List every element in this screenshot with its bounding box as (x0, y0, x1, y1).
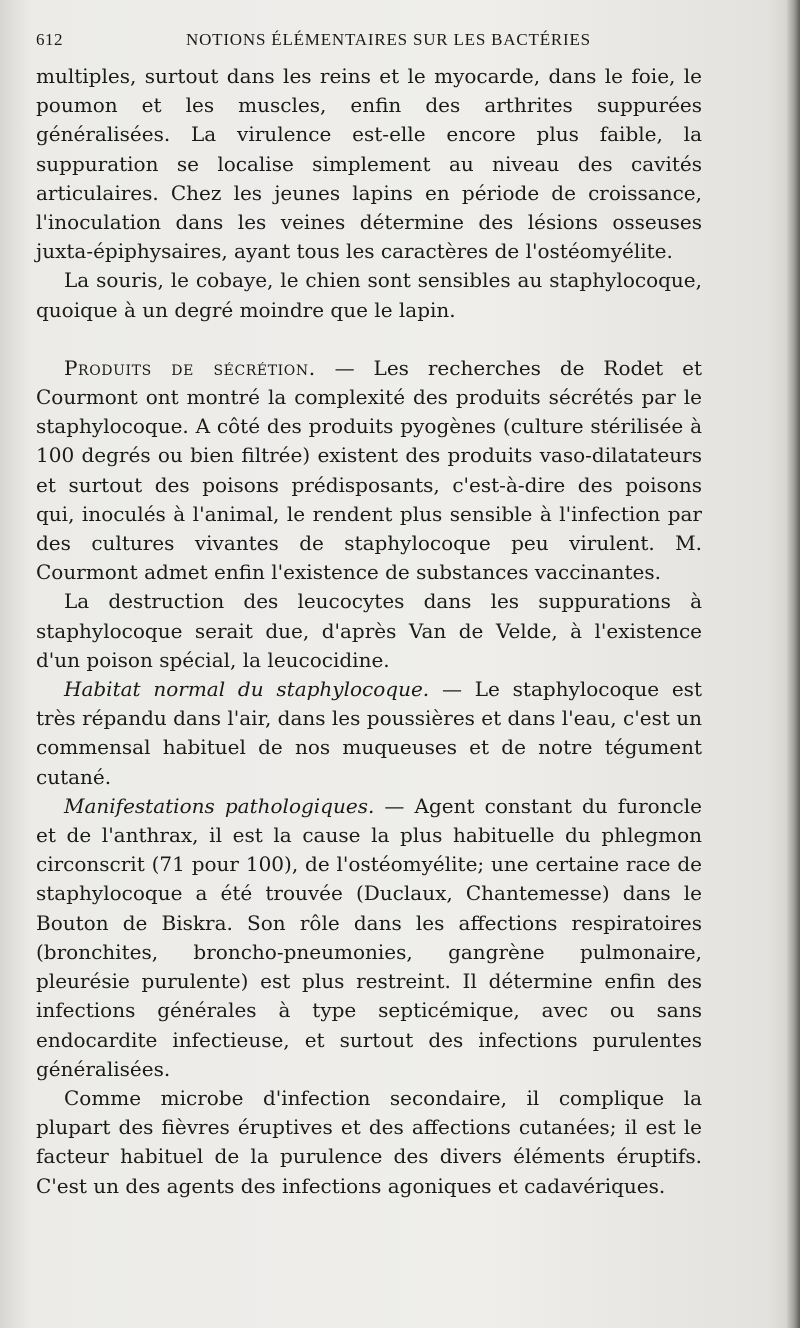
paragraph-habitat (36, 675, 702, 792)
page-edge-shadow (786, 0, 800, 1328)
paragraph-secretion-products (36, 354, 702, 588)
paragraph-manifestations (36, 792, 702, 1084)
paragraph-secondary-infection: Comme microbe d'infection secondaire, il complique la plupart des fièvres éruptives et des affections cutanées; il est le facteur habituel de la purulence des divers éléments éruptifs. C'est un des agents des infections agoniques et cadavériques. (36, 1085, 702, 1198)
paragraph-host-sensitivity: La souris, le cobaye, le chien sont sensibles au staphylocoque, quoique à un degré moindre que le lapin. (36, 268, 702, 322)
section-spacer (36, 325, 702, 354)
paragraph-continuation: multiples, surtout dans les reins et le myocarde, dans le foie, le poumon et les muscles, enfin des arthrites suppurées généralisées. La virulence est-elle encore plus faible, la suppuration se localise simplement au niveau des cavités articulaires. Chez les jeunes lapins en période de croissance, l'inoculation dans les veines détermine des lésions osseuses juxta-épiphysaires, ayant tous les caractères de l'ostéomyélite. (36, 64, 702, 264)
paragraph-text: — Les recherches de Rodet et Courmont ont montré la complexité des produits sécrétés par le staphylocoque. A côté des produits pyogènes (culture stérilisée à 100 degrés ou bien filtrée) existent des produits vaso-dilatateurs et surtout des poisons prédisposants, c'est-à-dire des poisons qui, inoculés à l'animal, le rendent plus sensible à l'infection par des cultures vivantes de staphylocoque peu virulent. M. Courmont admet enfin l'existence de substances vaccinantes. (36, 355, 702, 585)
page-number: 612 (36, 30, 63, 49)
section-heading-habitat: Habitat normal du staphylocoque. (64, 677, 430, 702)
paragraph-text: — Le staphylocoque est très répandu dans l'air, dans les poussières et dans l'eau, c'est un commensal habituel de nos muqueuses et de notre tégument cutané. (36, 677, 702, 789)
paragraph-text: — Agent constant du furoncle et de l'anthrax, il est la cause la plus habituelle du phlegmon circonscrit (71 pour 100), de l'ostéomyélite; une certaine race de staphylocoque a été trouvée (Duclaux, Chantemesse) dans le Bouton de Biskra. Son rôle dans les affections respiratoires (bronchites, broncho-pneumonies, gangrène pulmonaire, pleurésie purulente) est plus restreint. Il détermine enfin des infections générales à type septicémique, avec ou sans endocardite infectieuse, et surtout des infections purulentes généralisées. (36, 793, 702, 1081)
section-heading-secretion: Produits de sécrétion. (64, 355, 316, 380)
paragraph-leucocidine: La destruction des leucocytes dans les suppurations à staphylocoque serait due, d'après Van de Velde, à l'existence d'un poison spécial, la leucocidine. (36, 589, 702, 672)
running-title: NOTIONS ÉLÉMENTAIRES SUR LES BACTÉRIES (186, 30, 591, 49)
page-body (36, 62, 702, 1201)
running-header (36, 30, 716, 54)
section-heading-manifestations: Manifestations pathologiques. (64, 793, 375, 818)
